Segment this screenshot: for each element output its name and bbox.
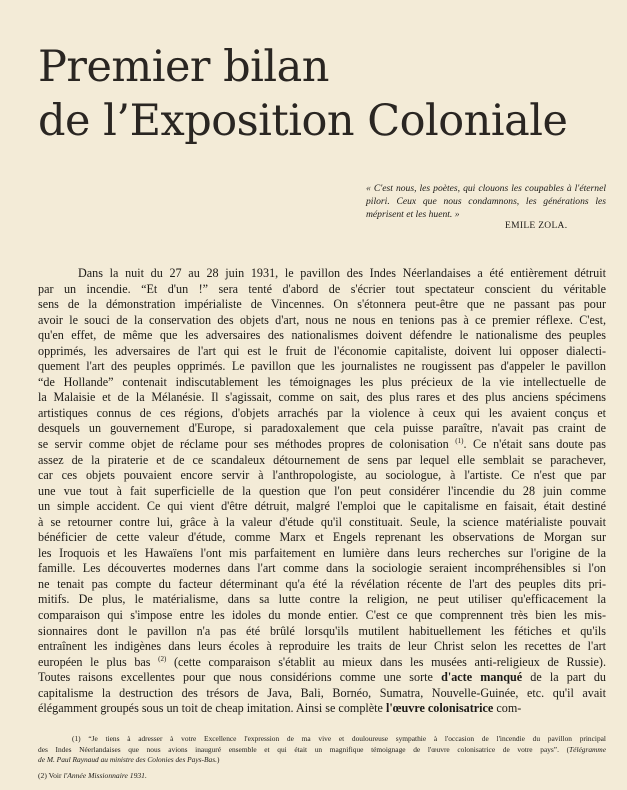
emphasis-text: d'acte manqué [441, 670, 523, 685]
body-text: com- [493, 701, 522, 716]
body-line: opprimés, les adversaires de l'art qui est le fruit de l'économie capitaliste, doivent lui opposer dialecti- [38, 343, 606, 358]
footnote-line [38, 745, 606, 756]
article-title [38, 40, 598, 148]
body-line: par un incendie. “Et d'un !” sera tenté d'abord de s'écrier tout spectateur conscient du véritable [38, 281, 606, 296]
body-line: assez de la piraterie et de ce scandaleux détournement de sens par lequel elle semblait se parachever, [38, 452, 606, 467]
body-line: famille. Les découvertes modernes dans l'art comme dans la sociologie seraient incompréhensibles si l'on [38, 561, 606, 576]
body-line: à se retourner contre lui, grâce à la valeur d'étude qu'il constituait. Seule, la science matérialiste pouvait [38, 514, 606, 529]
body-line [38, 655, 606, 671]
body-line: mitifs. De plus, le matérialisme, dans sa lutte contre la religion, ne peut utiliser qu'efficacement la [38, 592, 606, 607]
body-line: avoir le souci de la conservation des objets d'art, nous ne nous en tenions pas à ce premier réflexe. C'est, [38, 312, 606, 327]
body-text: Toutes raisons excellentes pour que nous considérions comme une sorte [38, 670, 433, 685]
footnote-source: de M. Paul Raynaud au ministre des Colonies des Pays-Bas. [38, 755, 217, 764]
body-line: ne tenait pas compte du facteur déterminant qu'a été la révélation récente de l'art des peuples dits pri- [38, 576, 606, 591]
footnote-ref-2: (2) [158, 654, 167, 663]
body-text: . Ce n'était sans doute pas [463, 437, 606, 452]
body-line: qu'en effet, de même que les adversaires des nationalismes doivent défendre le nationalisme des peuples [38, 328, 606, 343]
footnote-line: (1) “Je tiens à adresser à votre Excellence l'expression de ma vive et douloureuse sympathie à l'occasion de l'incendie du pavillon principal [72, 734, 606, 743]
body-line: artistiques connus de ces régions, d'objets arrachés par la violence à ceux qui les avaient conçus et [38, 405, 606, 420]
body-text: se servir comme objet de réclame pour ses méthodes propres de colonisation [38, 437, 449, 452]
footnote-2 [38, 771, 147, 780]
title-line-2: de l’Exposition Coloniale [38, 96, 568, 146]
body-line: bénéficier de cette valeur d'étude, comme Marx et Engels reprenant les observations de Morgan sur [38, 530, 606, 545]
body-line: sens de la démonstration impérialiste de Vincennes. On s'étonnera peut-être que ne passant pas pour [38, 297, 606, 312]
article-body [38, 266, 606, 717]
body-line: capitalisme la destruction des trésors de Java, Bali, Bornéo, Sumatra, Nouvelle-Guinée, etc. qu'il avait [38, 685, 606, 700]
body-line: comparaison qui s'impose entre les idoles du monde entier. C'est ce que comprennent très bien les mis- [38, 608, 606, 623]
emphasis-text: l'œuvre colonisatrice [385, 701, 494, 716]
body-line: desquels un gouvernement d'Europe, si paradoxalement que cela puisse paraître, n'avait pas craint de [38, 421, 606, 436]
footnote-source: l'Année Missionnaire 1931. [63, 771, 147, 780]
footnote-line [38, 755, 606, 766]
footnote-source: Télégramme [569, 744, 606, 754]
epigraph-quote: « C'est nous, les poètes, qui clouons les coupables à l'éternel pilori. Ceux que nous condamnons, les générations les méprisent et les huent. » [366, 183, 606, 220]
body-line [38, 437, 606, 453]
body-text: (cette comparaison s'établit au mieux dans les musées anti-religieux de Russie). [166, 654, 606, 669]
footnote-text: (2) Voir [38, 771, 64, 780]
body-line: “de Hollande” contenait indiscutablement les témoignages les plus précieux de la vie intellectuelle de [38, 374, 606, 389]
body-line: une vue tout à fait superficielle de la question que l'on peut considérer l'incendie du 28 juin comme [38, 483, 606, 498]
footnote-text: ) [216, 755, 220, 764]
body-line: un simple accident. Ce qui vient d'être détruit, malgré l'emploi que le capitalisme en faisait, était destiné [38, 499, 606, 514]
body-line [38, 670, 606, 686]
body-text: européen le plus bas [38, 654, 151, 669]
body-line [38, 701, 606, 717]
body-line: quement l'art des peuples opprimés. Le pavillon que les journalistes ne rougissent pas d'appeler le pavillon [38, 359, 606, 374]
title-line-1: Premier bilan [38, 42, 329, 92]
epigraph-author: EMILE ZOLA. [505, 221, 568, 231]
footnote-1 [38, 734, 606, 766]
body-text: élégamment groupés sous un toit de cheap imitation. Ainsi se complète [38, 701, 383, 716]
footnote-ref-1: (1) [455, 437, 464, 445]
body-line: entraînent les indigènes dans leurs écoles à reproduire les traits de leur Christ selon les recettes de l'art [38, 639, 606, 654]
body-line: sionnaires dont le pavillon n'a pas été brûlé lorsqu'ils mutilent habituellement les fétiches et qu'ils [38, 623, 606, 638]
footnote-text: des Indes Néerlandaises que nous avions inauguré ensemble et qui était un magnifique témoignage de l'œuvre colonisatrice de votre pays”. ( [38, 744, 570, 754]
body-line: car ces objets pouvaient encore servir à l'anthropologiste, au sociologue, à l'artiste. Ce n'est que par [38, 468, 606, 483]
body-line: la Malaisie et de la Mélanésie. Il s'agissait, comme on sait, des plus rares et des plus anciens spécimens [38, 390, 606, 405]
body-line: Dans la nuit du 27 au 28 juin 1931, le pavillon des Indes Néerlandaises a été entièrement détruit [78, 266, 606, 280]
body-text: de la part du [522, 670, 606, 685]
body-line: les Iroquois et les Hawaïens l'ont mis parfaitement en lumière dans leurs recherches sur l'origine de la [38, 545, 606, 560]
